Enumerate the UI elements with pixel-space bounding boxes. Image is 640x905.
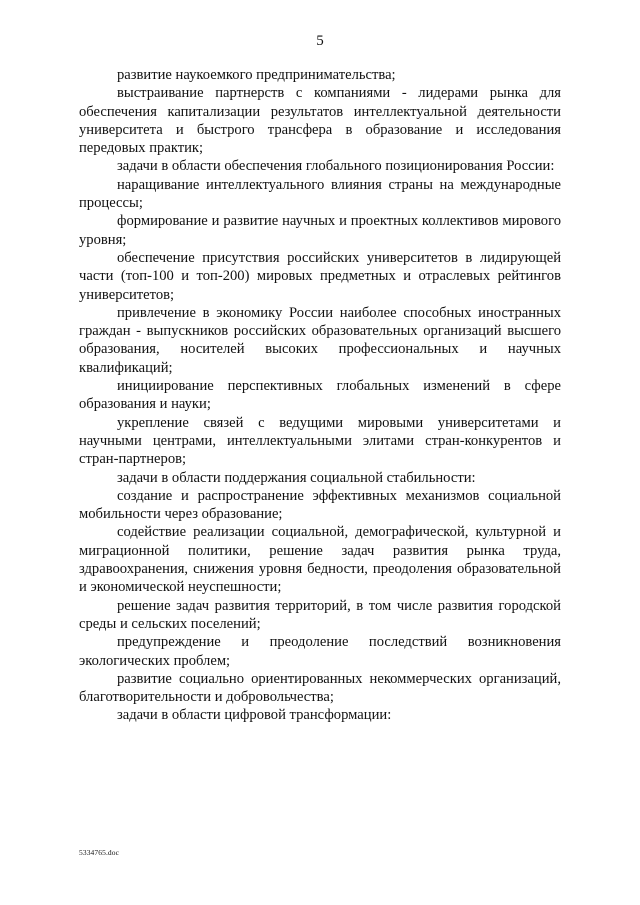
paragraph: наращивание интеллектуального влияния страны на международные процессы; [79,176,561,212]
paragraph: укрепление связей с ведущими мировыми университетами и научными центрами, интеллектуальными элитами стран-конкурентов и стран-партнеров; [79,414,561,468]
paragraph: задачи в области поддержания социальной стабильности: [117,469,476,486]
paragraph: инициирование перспективных глобальных изменений в сфере образования и науки; [79,378,561,413]
paragraph: развитие социально ориентированных некоммерческих организаций, благотворительности и добровольчества; [79,670,561,706]
paragraph: выстраивание партнерств с компаниями - лидерами рынка для обеспечения капитализации результатов интеллектуальной деятельности университета и быстрого трансфера в образование и исследования передовых практик; [79,85,561,157]
paragraph: содействие реализации социальной, демографической, культурной и миграционной политики, решение задач развития рынка труда, здравоохранения, снижения уровня бедности, преодоления образовательной и экономической неуспешности; [79,524,561,596]
paragraph: создание и распространение эффективных механизмов социальной мобильности через образование; [79,487,561,523]
paragraph: решение задач развития территорий, в том числе развития городской среды и сельских поселений; [79,597,561,632]
paragraph: предупреждение и преодоление последствий возникновения экологических проблем; [79,634,561,669]
paragraph: развитие наукоемкого предпринимательства; [117,67,396,83]
document-file-code: 5334765.doc [79,848,120,857]
paragraph: формирование и развитие научных и проектных коллективов мирового уровня; [79,213,561,248]
paragraph: обеспечение присутствия российских университетов в лидирующей части (топ-100 и топ-200) мировых предметных и отраслевых рейтингов университетов; [79,249,561,303]
paragraph: задачи в области обеспечения глобального позиционирования России: [117,158,555,175]
paragraph: привлечение в экономику России наиболее способных иностранных граждан - выпускников российских образовательных организаций высшего образования, носителей высоких профессиональных и научных квалификаций; [79,304,561,376]
paragraph: задачи в области цифровой трансформации: [117,707,392,724]
page-number: 5 [316,33,324,49]
document-body [79,66,561,725]
